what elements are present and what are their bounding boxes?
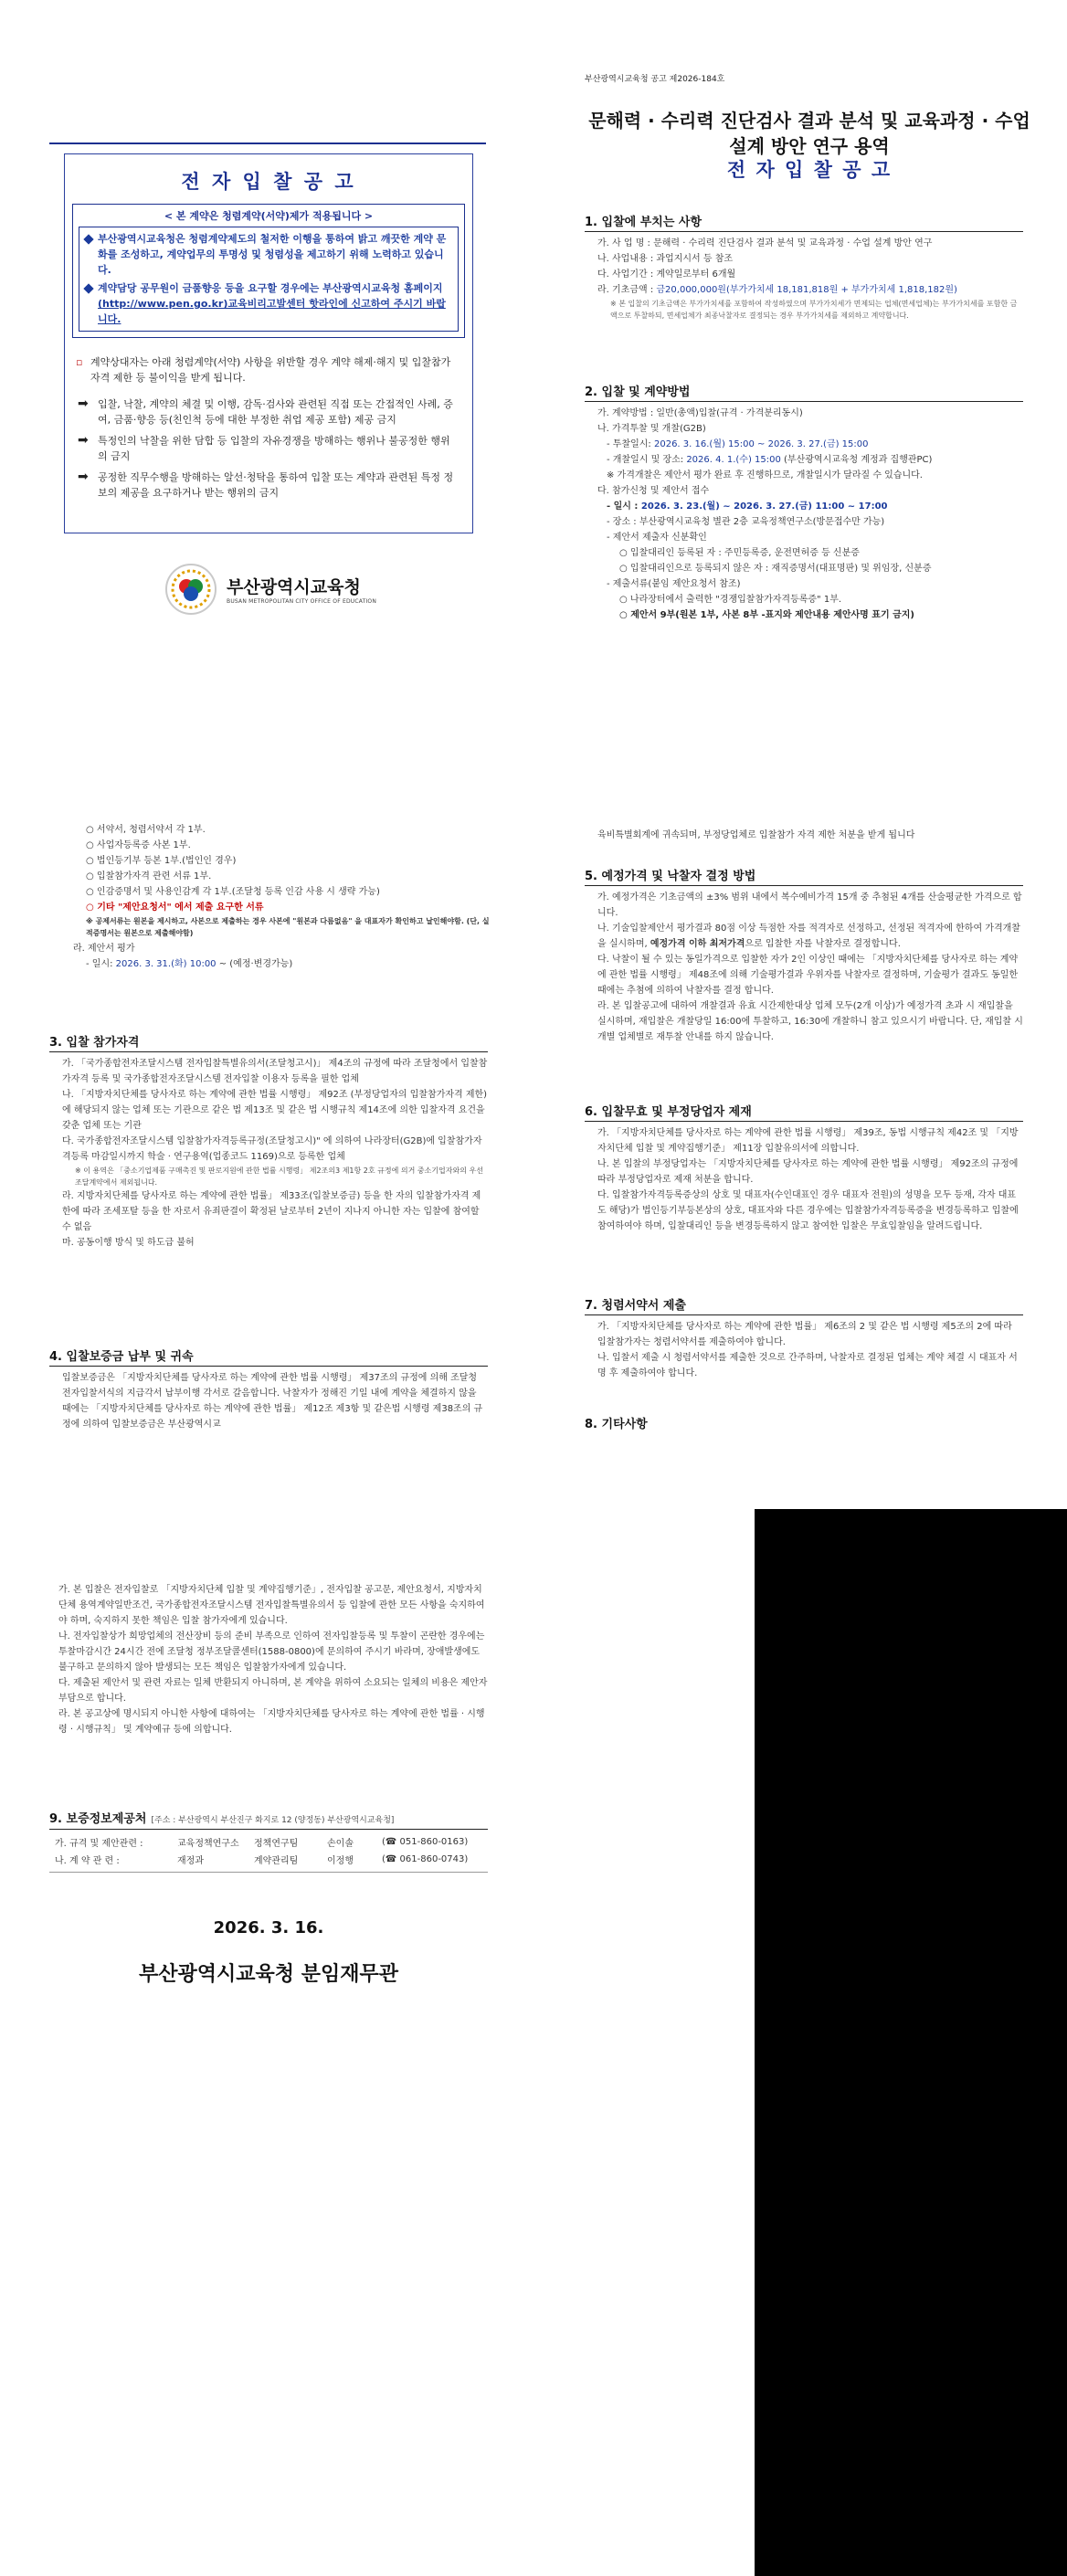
integrity-item [78, 433, 460, 464]
integrity-item-text: 입찰, 낙찰, 계약의 체결 및 이행, 감독·검사와 관련된 직접 또는 간접적인 사례, 증여, 금품·향응 등(친인척 등에 대한 부정한 취업 제공 포함) 제공 금지 [98, 398, 453, 426]
eval-head: 라. 제안서 평가 [73, 944, 135, 954]
section-9-title [49, 1809, 488, 1827]
contact-dept: 교육정책연구소 [177, 1839, 239, 1849]
section-2 [585, 382, 1023, 623]
section-rule [585, 401, 1023, 402]
s8-ga: 가. 본 입찰은 전자입찰로 「지방자치단체 입찰 및 계약집행기준」, 전자입찰 공고문, 제안요청서, 지방자치단체 용역계약일반조건, 국가종합전자조달시스템 전자입찰특별유의서 등 입찰에 관한 모든 사항을 숙지하여야 하며, 숙지하지 못한 책임은 입찰 참가자에게 있습니다. [58, 1585, 485, 1626]
section-6-body [585, 1125, 1023, 1234]
contact-phone: (☎ 051-860-0163) [382, 1837, 469, 1847]
main-title-line1: 문해력 · 수리력 진단검사 결과 분석 및 교육과정 · 수업 [588, 110, 1030, 132]
submit-docs-head: - 제출서류(붙임 제안요청서 참조) [607, 579, 741, 589]
integrity-bullet-1 [85, 231, 452, 278]
integrity-inner [79, 227, 459, 332]
s3-ma: 마. 공동이행 방식 및 하도급 불허 [62, 1238, 195, 1248]
s2-note: ※ 가격개찰은 제안서 평가 완료 후 진행하므로, 개찰일시가 달라질 수 있습니다. [607, 470, 923, 480]
section-rule [585, 1314, 1023, 1315]
s6-da: 다. 입찰참가자격등록증상의 상호 및 대표자(수인대표인 경우 대표자 전원)의 성명을 모두 등재, 각자 대표도 해당)가 법인등기부등본상의 상호, 대표자와 다른 경우에는 입찰참가자격등록증을 변경등록하고 입찰에 참여하여야 하며, 입찰대리인 등을 변경등록하지 않고 참여한 입찰은 무효입찰임을 알려드립니다. [597, 1190, 1019, 1231]
submit-doc-1: ○ 나라장터에서 출력한 "경쟁입찰참가자격등록증" 1부. [619, 595, 842, 605]
s6-ga: 가. 「지방자치단체를 당사자로 하는 계약에 관한 법률 시행령」 제39조, 동법 시행규칙 제42조 및 「지방자치단체 입찰 및 계약집행기준」 제11장 입찰유의서에 의합니다. [597, 1128, 1019, 1154]
section-1-body [585, 236, 1023, 322]
square-bullet-icon: ▫ [76, 356, 83, 368]
top-rule [49, 143, 486, 144]
s3-ra: 라. 지방자치단체를 당사자로 하는 계약에 관한 법률」 제33조(입찰보증금) 등을 한 자의 입찰참가자격 제한에 따라 조세포탈 등을 한 자로서 유죄판결이 확정된 날로부터 2년이 지나지 아니한 자는 입찰에 참여할 수 없음 [62, 1191, 481, 1232]
main-subtitle: 전 자 입 찰 공 고 [726, 159, 893, 181]
contact-type: 가. 규격 및 제안관련 : [55, 1839, 143, 1849]
table-bottom-rule [49, 1872, 488, 1873]
s2-ga: 가. 계약방법 : 일반(총액)입찰(규격 · 가격분리동시) [597, 408, 803, 418]
integrity-banner: < 본 계약은 청렴계약(서약)제가 적용됩니다 > [164, 210, 374, 222]
section-rule [49, 1051, 488, 1052]
section-6-head: 6. 입찰무효 및 부정당업자 제재 [585, 1105, 752, 1119]
diamond-icon [83, 234, 93, 244]
notice-date: 2026. 3. 16. [213, 1918, 324, 1937]
doc-note: ※ 공제서류는 원본을 제시하고, 사본으로 제출하는 경우 사본에 "원본과 다름없음" 을 대표자가 확인하고 날인해야함. (단, 실적증명서는 원본으로 제출해야함) [86, 917, 490, 937]
arrow-right-icon: ➡ [78, 396, 89, 411]
section-2-body [585, 406, 1023, 623]
integrity-panel [72, 204, 465, 338]
eval-date [73, 956, 493, 972]
section-5-body [585, 890, 1023, 1045]
doc-item: ○ 입찰참가자격 관련 서류 1부. [86, 871, 212, 882]
open-date-label: - 개찰일시 및 장소: [607, 455, 687, 465]
section-9 [49, 1809, 488, 1873]
issuer: 부산광역시교육청 분임재무관 [139, 1963, 398, 1986]
integrity-item [78, 396, 460, 428]
integrity-bullet-2-text [98, 280, 452, 327]
submission-place: - 장소 : 부산광역시교육청 별관 2층 교육정책연구소(방문접수만 가능) [607, 517, 885, 527]
blank-region [755, 1509, 1067, 2576]
section-9-address: [주소 : 부산광역시 부산진구 화지로 12 (양정동) 부산광역시교육청] [151, 1816, 395, 1825]
section-8-continued [58, 1582, 488, 1737]
s5-ga: 가. 예정가격은 기초금액의 ±3% 범위 내에서 복수예비가격 15개 중 추첨된 4개를 산술평균한 가격으로 합니다. [597, 892, 1022, 918]
logo-eng: BUSAN METROPOLITAN CITY OFFICE OF EDUCATION [227, 598, 377, 605]
submission-date [597, 499, 1023, 514]
eval-date-value: 2026. 3. 31.(화) 10:00 [115, 959, 217, 969]
s1-ra-label: 라. 기초금액 : [597, 285, 657, 295]
section-8-head: 8. 기타사항 [585, 1418, 648, 1431]
integrity-notice-box [64, 153, 473, 533]
s1-note: ※ 본 입찰의 기초금액은 부가가치세를 포함하여 작성하였으며 부가가치세가 면제되는 업체(면세업체)는 부가가치세를 포함한 금액으로 투찰하되, 면세업체가 최종낙찰자로 결정되는 경우 부가가치세를 제외하고 계약합니다. [610, 300, 1018, 320]
open-place: (부산광역시교육청 계정과 집행관PC) [780, 455, 933, 465]
section-7 [585, 1295, 1023, 1381]
section-6 [585, 1102, 1023, 1234]
section-9-head: 9. 보증정보제공처 [49, 1812, 147, 1826]
s5-na [597, 921, 1023, 952]
id-check-1: ○ 입찰대리인 등록된 자 : 주민등록증, 운전면허증 등 신분증 [619, 548, 860, 558]
integrity-item [78, 470, 460, 501]
contact-team: 계약관리팀 [254, 1856, 299, 1866]
s3-na: 나. 「지방자치단체를 당사자로 하는 계약에 관한 법률 시행령」 제92조 (부정당업자의 입찰참가자격 제한)에 해당되지 않는 업체 또는 기관으로 같은 법 제13조 및 같은 법 시행규칙 제14조에 의한 입찰자격 요건을 갖춘 업체 또는 기관 [62, 1090, 488, 1131]
section-1-head: 1. 입찰에 부치는 사항 [585, 216, 703, 229]
section-2-continued [73, 822, 493, 972]
logo-text [227, 574, 376, 605]
s3-da-note: ※ 이 용역은 「중소기업제품 구매촉진 및 판로지원에 관한 법률 시행령」 제2조의3 제1항 2호 규정에 의거 중소기업자와의 우선조달계약에서 제외됩니다. [75, 1167, 483, 1187]
s5-na-post: 으로 입찰한 자를 낙찰자로 결정합니다. [745, 939, 901, 949]
main-title-line2: 설계 방안 연구 용역 [729, 135, 890, 157]
section-4-head: 4. 입찰보증금 납부 및 귀속 [49, 1350, 194, 1364]
eval-date-note: ~ (예정·변경가능) [216, 959, 293, 969]
id-check-2: ○ 입찰대리인으로 등록되지 않은 자 : 재직증명서(대표명판) 및 위임장, 신분증 [619, 564, 932, 574]
contact-row [49, 1833, 473, 1851]
id-check-head: - 제안서 제출자 신분확인 [607, 533, 707, 543]
s5-na-bold: 예정가격 이하 최저가격 [650, 939, 745, 949]
s7-na: 나. 입찰서 제출 시 청렴서약서를 제출한 것으로 간주하며, 낙찰자로 결정된 업체는 계약 체결 시 대표자 서명 후 제출하여야 합니다. [597, 1353, 1018, 1378]
section-rule [585, 885, 1023, 886]
section-3-body [49, 1056, 488, 1251]
arrow-right-icon: ➡ [78, 470, 89, 484]
section-3 [49, 1032, 488, 1251]
arrow-right-icon: ➡ [78, 433, 89, 448]
section-3-head: 3. 입찰 참가자격 [49, 1036, 140, 1050]
integrity-bullet-1-text: 부산광역시교육청은 청렴계약제도의 철저한 이행을 통하여 밝고 깨끗한 계약 문화를 조성하고, 계약업무의 투명성 및 청렴성을 제고하기 위해 노력하고 있습니다. [98, 233, 447, 276]
s2-na: 나. 가격투찰 및 개찰(G2B) [597, 424, 706, 434]
logo-name: 부산광역시교육청 [227, 577, 361, 597]
section-5-head: 5. 예정가격 및 낙찰자 결정 방법 [585, 870, 756, 883]
doc-item: ○ 법인등기부 등본 1부.(법인인 경우) [86, 856, 237, 866]
s4-body: 입찰보증금은 「지방자치단체를 당사자로 하는 계약에 관한 법률 시행령」 제37조의 규정에 의해 조달청 전자입찰서식의 지급각서 납부이행 각서로 갈음합니다. 낙찰자가 정해진 기일 내에 계약을 체결하지 않을 때에는 「지방자치단체를 당사자로 하는 계약에 관한 법률」 제12조 제3항 및 같은법 시행령 제38조의 규정에 의하여 입찰보증금은 부산광역시교 [62, 1373, 483, 1430]
base-amount: 금20,000,000원(부가가치세 18,181,818원 + 부가가치세 1,818,182원) [656, 285, 957, 295]
s7-ga: 가. 「지방자치단체를 당사자로 하는 계약에 관한 법률」 제6조의 2 및 같은 법 시행령 제5조의 2에 따라 입찰참가자는 청렴서약서를 제출하여야 합니다. [597, 1322, 1012, 1347]
integrity-bullet-2 [85, 280, 452, 327]
s6-na: 나. 본 입찰의 부정당업자는 「지방자치단체를 당사자로 하는 계약에 관한 법률 시행령」 제92조의 규정에 따라 부정당업자로 제재 처분을 합니다. [597, 1159, 1019, 1185]
doc-item: ○ 인감증명서 및 사용인감계 각 1부.(조달청 등록 인감 사용 시 생략 가능) [86, 887, 380, 897]
contact-person: 손이솔 [327, 1839, 354, 1849]
integrity-intro-text: 계약상대자는 아래 청렴계약(서약) 사항을 위반할 경우 계약 해제·해지 및 입찰참가자격 제한 등 불이익을 받게 됩니다. [90, 356, 451, 384]
doc-item: ○ 사업자등록증 사본 1부. [86, 840, 191, 850]
section-2-head: 2. 입찰 및 계약방법 [585, 385, 691, 399]
s5-ra: 라. 본 입찰공고에 대하여 개찰결과 유효 시간제한대상 업체 모두(2개 이상)가 예정가격 초과 시 재입찰을 실시하며, 재입찰은 개찰당일 16:00에 투찰하고, 16:30에 개찰하니 참고 있으시기 바랍니다. 단, 재입찰 시 개별 업체별로 재투찰 안내를 하지 않습니다. [597, 1001, 1023, 1042]
open-date-value: 2026. 4. 1.(수) 15:00 [686, 455, 781, 465]
doc-item-other: ○ 기타 "제안요청서" 에서 제출 요구한 서류 [86, 903, 264, 913]
section-5 [585, 866, 1023, 1045]
section-7-head: 7. 청렴서약서 제출 [585, 1299, 686, 1313]
diamond-icon [83, 283, 93, 293]
section-8 [585, 1414, 1023, 1431]
contact-row [49, 1851, 473, 1868]
office-logo [164, 563, 376, 616]
notice-number: 부산광역시교육청 공고 제2026-184호 [585, 75, 725, 84]
integrity-bullet-2a: 계약담당 공무원이 금품향응 등을 요구할 경우에는 부산광역시교육청 홈페이지 [98, 282, 443, 294]
report-hotline-link[interactable]: (http://www.pen.go.kr)교육비리고발센터 핫라인에 신고하여 주시기 바랍니다. [98, 298, 446, 325]
s3-da: 다. 국가종합전자조달시스템 입찰참가자격등록규정(조달청고시)" 에 의하여 나라장터(G2B)에 입찰참가자격등록 마감일시까지 학술 · 연구용역(업종코드 1169)으로 등록한 업체 [62, 1136, 482, 1162]
integrity-intro [76, 354, 460, 385]
integrity-item-text: 특정인의 낙찰을 위한 담합 등 입찰의 자유경쟁을 방해하는 행위나 불공정한 행위의 금지 [98, 435, 450, 462]
submission-date-value: 2026. 3. 23.(월) ~ 2026. 3. 27.(금) 11:00 ~ 17:00 [640, 501, 888, 512]
contact-table [49, 1833, 473, 1868]
section-1 [585, 212, 1023, 322]
s5-da: 다. 낙찰이 될 수 있는 동일가격으로 입찰한 자가 2인 이상인 때에는 「지방자치단체를 당사자로 하는 계약에 관한 법률 시행령」 제48조에 의해 기술평가결과 우위자를 낙찰자로 결정하며, 기술평가 결과도 동일한 때에는 추첨에 의하여 낙찰자를 결정 합니다. [597, 955, 1019, 996]
section-7-body [585, 1319, 1023, 1381]
eval-date-label: - 일시: [86, 959, 116, 969]
s8-na: 나. 전자입찰상가 희망업체의 전산장비 등의 준비 부족으로 인하여 전자입찰등록 및 투찰이 곤란한 경우에는 투찰마감시간 24시간 전에 조달청 정부조달콜센터(1588-0800)에 문의하여 주시기 바라며, 장애발생에도 불구하고 문의하지 않아 발생되는 모든 책임은 입찰참가자에게 있습니다. [58, 1631, 485, 1673]
bid-period [597, 437, 1023, 452]
s2-da: 다. 참가신청 및 제안서 접수 [597, 486, 710, 496]
doc-item: ○ 서약서, 청렴서약서 각 1부. [86, 825, 206, 835]
s8-ra: 라. 본 공고상에 명시되지 아니한 사항에 대하여는 「지방자치단체를 당사자로 하는 계약에 관한 법률 · 시행령 · 시행규칙」 및 계약예규 등에 의합니다. [58, 1709, 485, 1735]
section-rule [49, 1366, 488, 1367]
s8-da: 다. 제출된 제안서 및 관련 자료는 일체 반환되지 아니하며, 본 계약을 위하여 소요되는 일체의 비용은 제안자 부담으로 합니다. [58, 1678, 488, 1704]
submission-date-label: - 일시 : [607, 501, 641, 512]
integrity-item-text: 공정한 직무수행을 방해하는 알선·청탁을 통하여 입찰 또는 계약과 관련된 특정 정보의 제공을 요구하거나 받는 행위의 금지 [98, 471, 454, 499]
box-title: 전 자 입 찰 공 고 [181, 171, 356, 193]
s4-continued: 육비특별회계에 귀속되며, 부정당업체로 입찰참가 자격 제한 처분을 받게 됩니다 [597, 830, 915, 840]
contact-team: 정책연구팀 [254, 1839, 299, 1849]
main-title [581, 108, 1038, 159]
s1-da: 다. 사업기간 : 계약일로부터 6개월 [597, 269, 736, 280]
s5-na-pre: 나. 기술입찰제안서 평가결과 80점 이상 득점한 자를 적격자로 선정하고, 선정된 적격자에 한하여 가격개찰을 실시하며, [597, 924, 1020, 949]
bid-period-label: - 투찰일시: [607, 439, 654, 449]
section-rule [49, 1829, 488, 1830]
contact-phone: (☎ 061-860-0743) [382, 1854, 469, 1864]
s1-na: 나. 사업내용 : 과업지시서 등 참조 [597, 254, 734, 264]
contact-person: 이정행 [327, 1856, 354, 1866]
submit-doc-2: ○ 제안서 9부(원본 1부, 사본 8부 -표지와 제안내용 제안사명 표기 금지) [619, 610, 915, 620]
s3-ga: 가. 「국가종합전자조달시스템 전자입찰특별유의서(조달청고시)」 제4조의 규정에 따라 조달청에서 입찰참가자격 등록 및 국가종합전자조달시스템 전자입찰 이용자 등록을 필한 업체 [62, 1059, 488, 1084]
integrity-items [78, 396, 460, 501]
bid-period-date: 2026. 3. 16.(월) 15:00 ~ 2026. 3. 27.(금) 15:00 [653, 439, 869, 449]
section-rule [585, 1121, 1023, 1122]
section-4 [49, 1346, 488, 1432]
s1-ga: 가. 사 업 명 : 문해력 · 수리력 진단검사 결과 분석 및 교육과정 · 수업 설계 방안 연구 [597, 238, 933, 248]
s1-ra [597, 282, 1023, 298]
section-rule [585, 231, 1023, 232]
emblem-icon [164, 563, 217, 616]
contact-type: 나. 계 약 관 련 : [55, 1856, 120, 1866]
contact-dept: 재정과 [177, 1856, 204, 1866]
open-date [597, 452, 1023, 468]
